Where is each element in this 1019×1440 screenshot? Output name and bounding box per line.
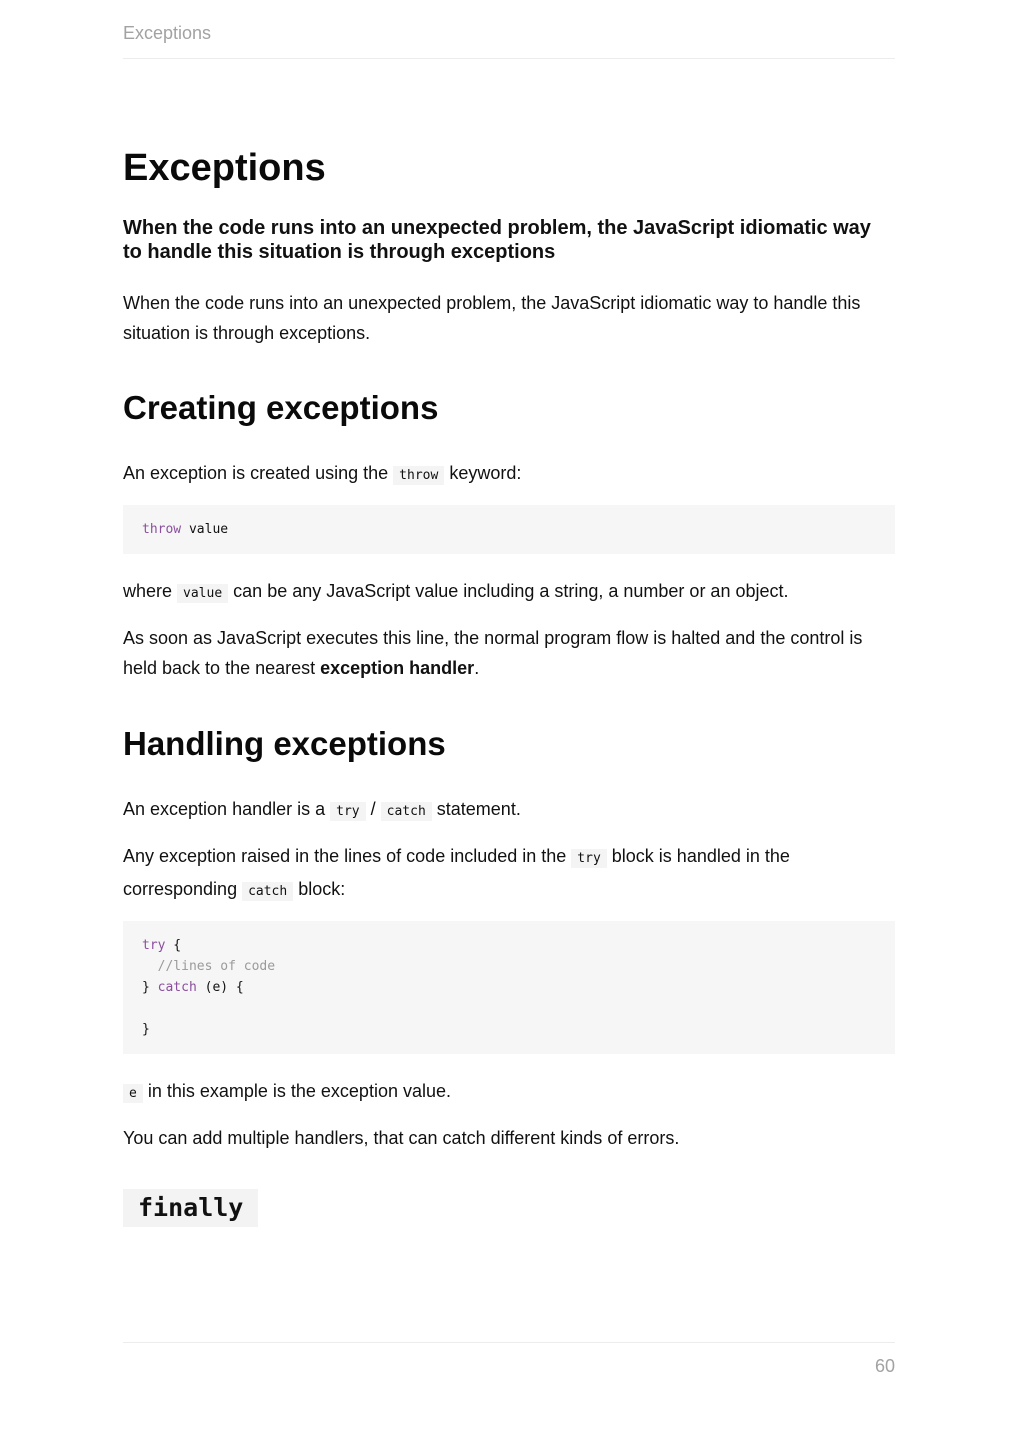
handling-paragraph-2: Any exception raised in the lines of code included in the try block is handled in the corresponding catch block: bbox=[123, 846, 790, 899]
code-comment: //lines of code bbox=[142, 959, 276, 974]
code-block-throw bbox=[123, 505, 895, 554]
footer-divider bbox=[123, 1342, 895, 1343]
code-text: value bbox=[181, 522, 229, 537]
page-number: 60 bbox=[874, 1356, 895, 1376]
inline-code-catch: catch bbox=[381, 802, 432, 821]
intro-paragraph: When the code runs into an unexpected problem, the JavaScript idiomatic way to handle this situation is through exceptions. bbox=[123, 293, 861, 343]
inline-code-e: e bbox=[123, 1084, 143, 1103]
page-subtitle: When the code runs into an unexpected problem, the JavaScript idiomatic way to handle this situation is through exceptions bbox=[123, 217, 871, 263]
section-heading-handling: Handling exceptions bbox=[123, 725, 446, 762]
section-heading-creating: Creating exceptions bbox=[123, 389, 439, 426]
handling-paragraph-3: e in this example is the exception value. bbox=[123, 1076, 895, 1109]
document-page bbox=[123, 0, 895, 1440]
creating-paragraph-1: An exception is created using the throw keyword: bbox=[123, 463, 522, 483]
bold-term: exception handler bbox=[320, 658, 475, 678]
inline-code-try: try bbox=[571, 849, 606, 868]
page-content bbox=[123, 142, 895, 1227]
header-divider bbox=[123, 58, 895, 59]
handling-paragraph-1: An exception handler is a try / catch statement. bbox=[123, 799, 521, 819]
code-block-try-catch: try { //lines of code } catch (e) { } bbox=[123, 921, 895, 1054]
inline-code-throw: throw bbox=[393, 466, 444, 485]
section-heading-finally: finally bbox=[123, 1189, 258, 1227]
creating-paragraph-2: where value can be any JavaScript value including a string, a number or an object. bbox=[123, 581, 789, 601]
inline-code-try: try bbox=[330, 802, 365, 821]
inline-code-value: value bbox=[177, 584, 228, 603]
running-header: Exceptions bbox=[123, 23, 212, 43]
finally-heading-row bbox=[123, 1189, 895, 1227]
creating-paragraph-3: As soon as JavaScript executes this line, the normal program flow is halted and the control is held back to the nearest exception handler. bbox=[123, 628, 863, 678]
page-title: Exceptions bbox=[123, 147, 326, 189]
inline-code-catch: catch bbox=[242, 882, 293, 901]
code-keyword: throw bbox=[142, 522, 182, 537]
handling-paragraph-4: You can add multiple handlers, that can catch different kinds of errors. bbox=[123, 1128, 680, 1148]
